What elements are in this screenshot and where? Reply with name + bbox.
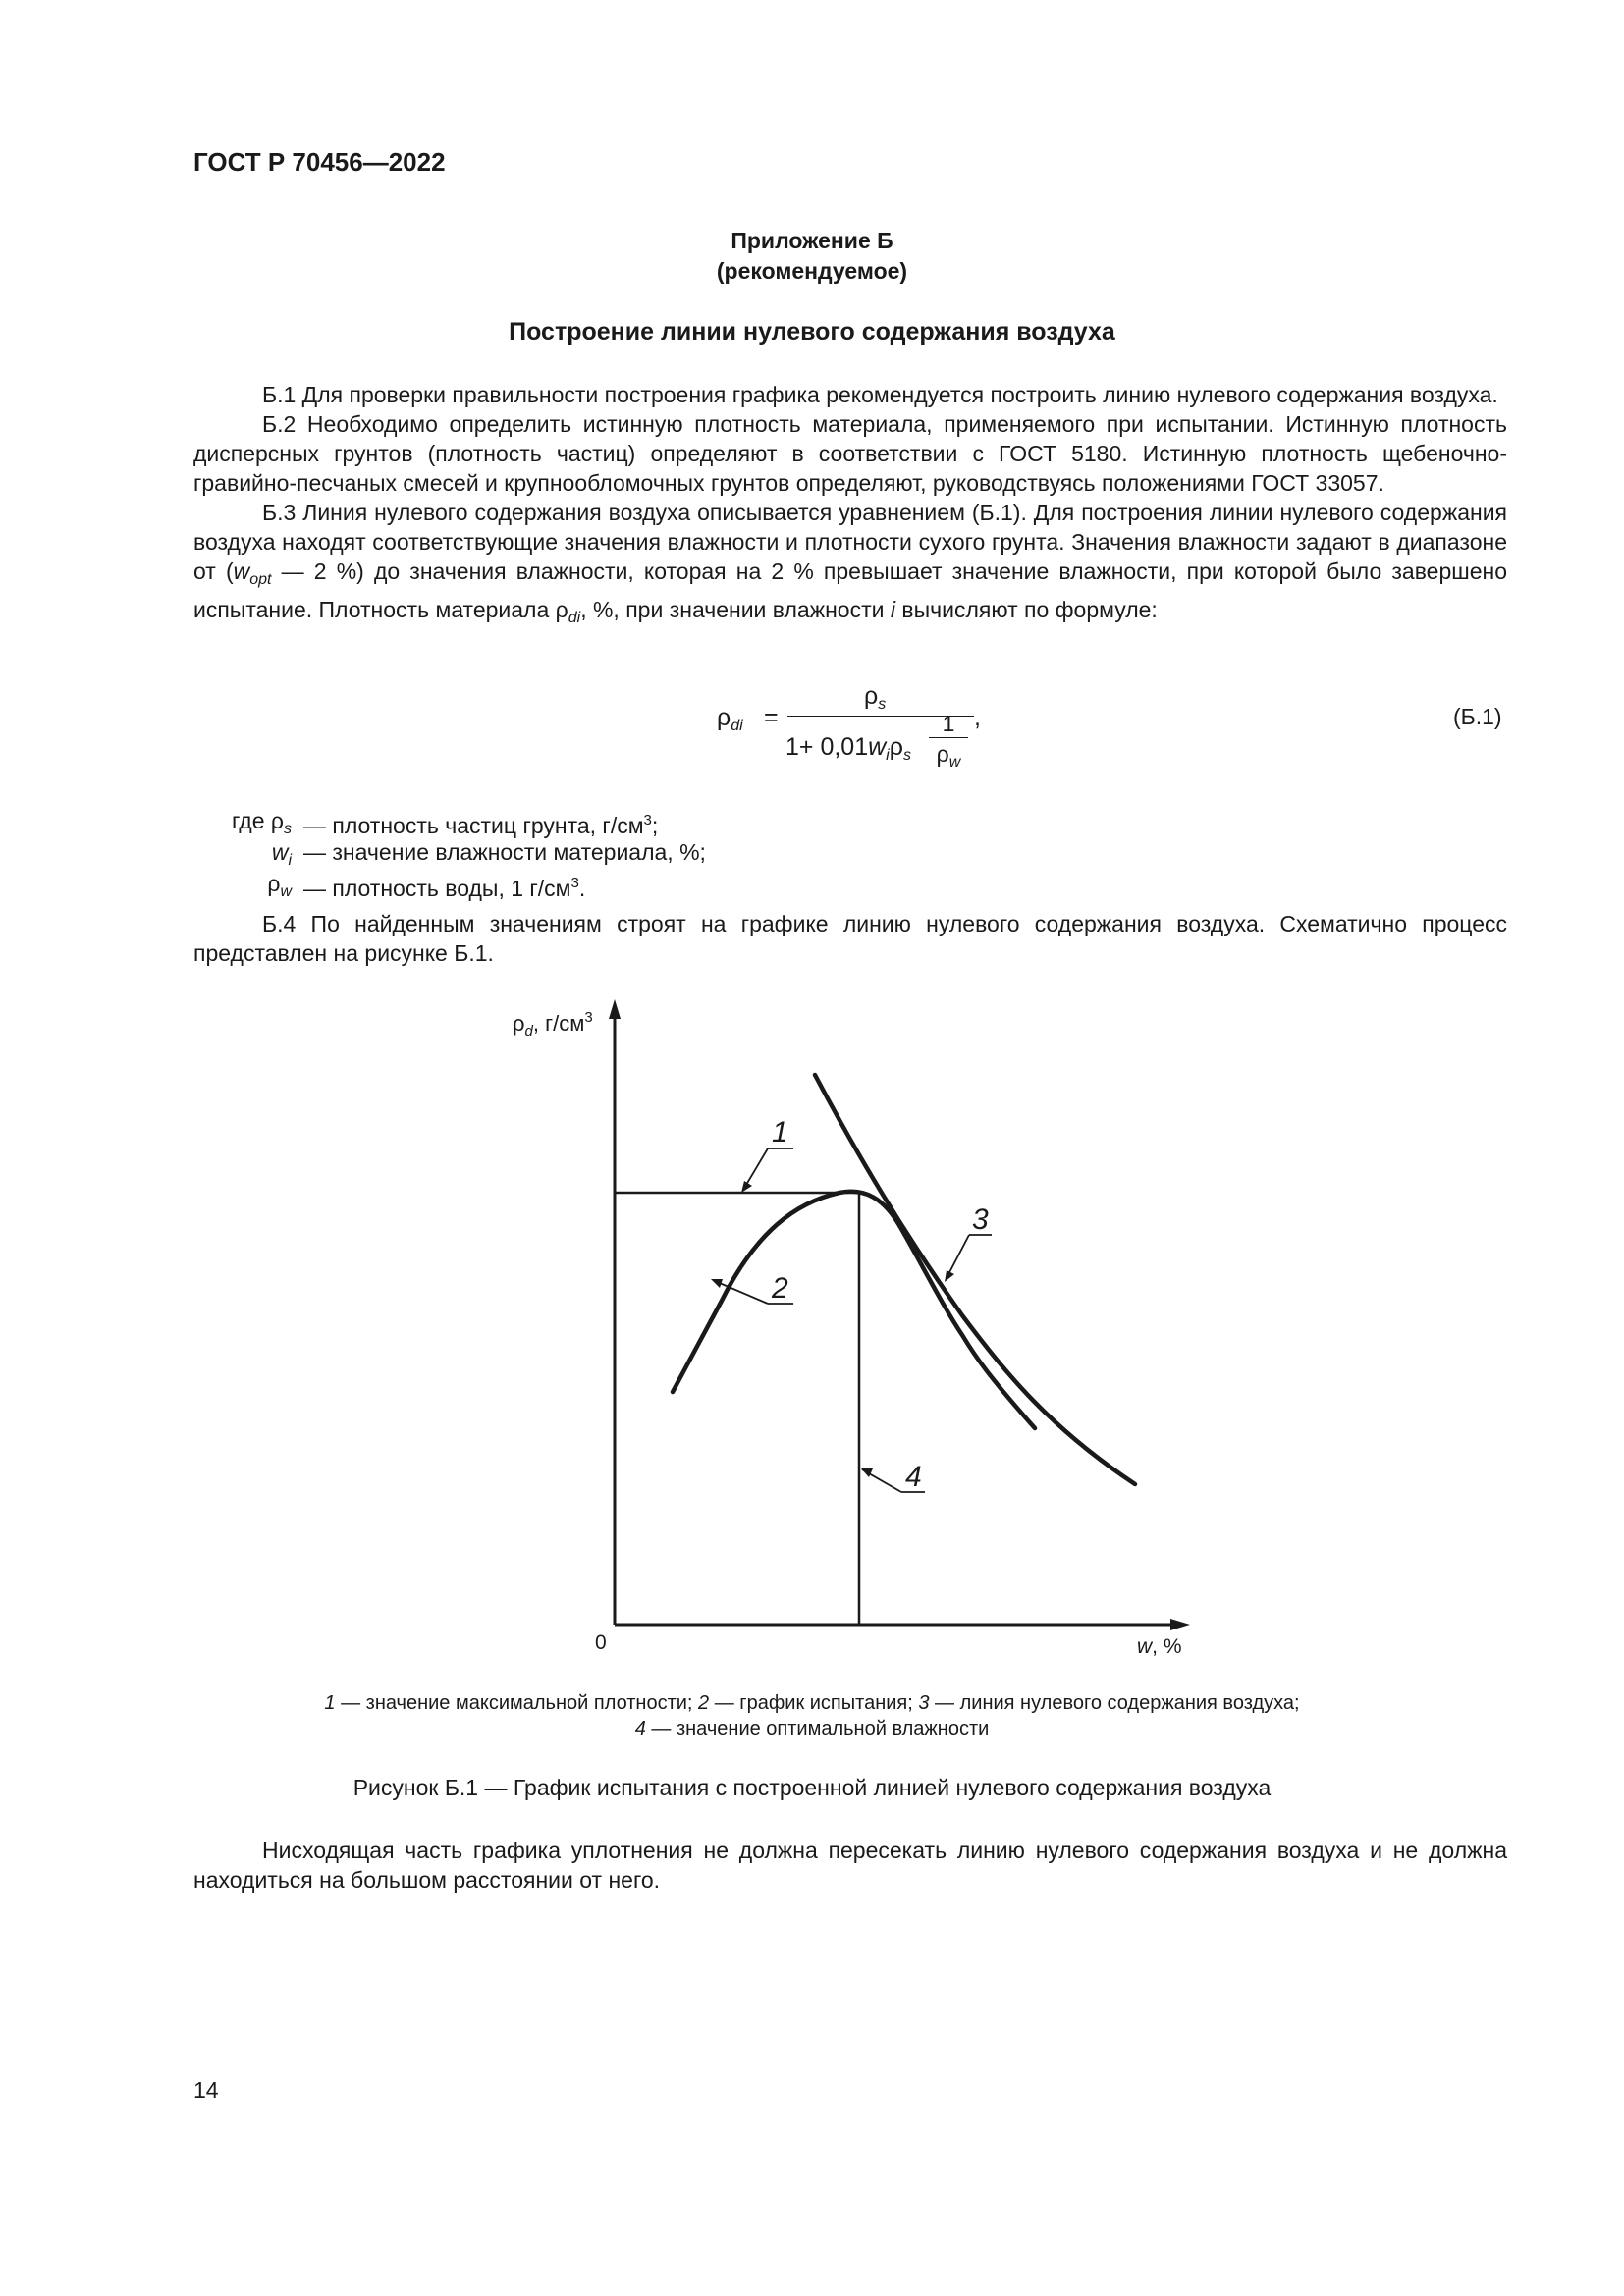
callout-2-label: 2 (772, 1272, 788, 1305)
body-text-b4 (193, 909, 1507, 968)
body-text-closing (193, 1836, 1507, 1895)
paragraph-b1: Б.1 Для проверки правильности построения графика рекомендуется построить линию нулевого содержания воздуха. (262, 382, 1498, 407)
body-text-top (193, 380, 1507, 633)
legend-line-2: 4 — значение оптимальной влажности (634, 1718, 990, 1739)
figure-b1 (471, 982, 1218, 1659)
appendix-status: (рекомендуемое) (716, 258, 908, 284)
section-title: Построение линии нулевого содержания воздуха (509, 318, 1115, 346)
x-axis-arrow (1170, 1619, 1190, 1630)
formula-b1: $\rho_{di}$ = $\rho_s$ , $1+ 0,01w_i\rho_s$ 1 $\rho_w$ (707, 682, 1021, 800)
paragraph-b3: Б.3 Линия нулевого содержания воздуха описывается уравнением (Б.1). Для построения линии нулевого содержания воздуха находят соответствующие значения влажности и плотности сухого грунта. Значения влажности задают в диапазоне от ($w_{opt}$ — 2 %) до значения влажности, которая на 2 % превышает значение влажности, при которой было завершено испытание. Плотность материала $\rho_{di}$, %, при значении влажности i вычисляют по формуле: (193, 500, 1508, 626)
y-axis-arrow (609, 999, 621, 1019)
document-page: ГОСТ Р 70456—2022 Приложение Б (рекомендуемое) Построение линии нулевого содержания воздуха Б.1 Для проверки правильности построения графика рекомендуется построить линию нулевого содержания воздуха. Б.2 Необходимо определить истинную плотность материала, применяемого при испытании. Истинную плотность дисперсных грунтов (плотность частиц) определяют в соответствии с ГОСТ 5180. Истинную плотность щебеночно-гравийно-песчаных смесей и крупнообломочных грунтов определяют, руководствуясь положениями ГОСТ 33057. Б.3 Линия нулевого содержания воздуха описывается уравнением (Б.1). Для построения линии нулевого содержания воздуха находят соответствующие значения влажности и плотности сухого грунта. Значения влажности задают в диапазоне от ($w_{opt}$ — 2 %) до значения влажности, которая на 2 % превышает значение влажности, при которой было завершено испытание. Плотность материала $\rho_{di}$, %, при значении влажности i вычисляют по формуле: $\rho_{di}$ = $\rho_s$ , $1+ 0,01w_i\rho_s$ 1 $\rho_w$ (Б.1) где $\rho_s$ — плотность частиц грунта, $г/см^3$; $w_i$ — значение влажности материала, %; $\rho_w$ — плотность воды, 1 $г/см^3$. Б.4 По найденным значениям строят на графике линию нулевого содержания воздуха. Схематично процесс представлен на рисунке Б.1. $\rho_d$, $г/см^3$ 0 w, % 1 2 3 4 1 — значение максимальной плотности; 2 — график испытания; 3 — линия нулевого содержания воздуха; 4 — значение оптимальной влажности Рисунок Б.1 — График испытания с построенной линией нулевого содержания воздуха Нисходящая часть графика уплотнения не должна пересекать линию нулевого содержания воздуха и не должна находиться на большом расстоянии от него. 14 (0, 0, 1624, 2296)
equation-number: (Б.1) (1453, 704, 1502, 729)
origin-label: 0 (595, 1631, 607, 1654)
appendix-heading (0, 226, 1624, 287)
callout-4-label: 4 (905, 1461, 922, 1493)
formula-lhs: $\rho_{di}$ (717, 704, 743, 734)
y-axis-label: $\rho_d$, $г/см^3$ (513, 1009, 593, 1040)
inner-fraction: 1 $\rho_w$ (929, 712, 968, 776)
callout-1-label: 1 (772, 1116, 788, 1148)
figure-legend (0, 1690, 1624, 1741)
paragraph-closing: Нисходящая часть графика уплотнения не должна пересекать линию нулевого содержания воздуха и не должна находиться на большом расстоянии от него. (193, 1838, 1507, 1893)
appendix-title: Приложение Б (731, 228, 893, 253)
formula-denominator: $1+ 0,01w_i\rho_s$ (785, 733, 911, 764)
paragraph-b2: Б.2 Необходимо определить истинную плотность материала, применяемого при испытании. Истинную плотность дисперсных грунтов (плотность частиц) определяют в соответствии с ГОСТ 5180. Истинную плотность щебеночно-гравийно-песчаных смесей и крупнообломочных грунтов определяют, руководствуясь положениями ГОСТ 33057. (193, 411, 1507, 496)
figure-caption: Рисунок Б.1 — График испытания с построенной линией нулевого содержания воздуха (352, 1775, 1272, 1800)
paragraph-b4: Б.4 По найденным значениям строят на графике линию нулевого содержания воздуха. Схематично процесс представлен на рисунке Б.1. (193, 911, 1507, 966)
zero-air-voids-line (815, 1075, 1135, 1484)
callout-3-label: 3 (972, 1203, 989, 1236)
page-number: 14 (193, 2077, 219, 2103)
document-code: ГОСТ Р 70456—2022 (193, 147, 446, 177)
x-axis-label: w, % (1137, 1635, 1182, 1658)
formula-numerator: $\rho_s$ (864, 682, 887, 713)
legend-line-1: 1 — значение максимальной плотности; 2 — график испытания; 3 — линия нулевого содержания воздуха; (324, 1692, 1300, 1714)
